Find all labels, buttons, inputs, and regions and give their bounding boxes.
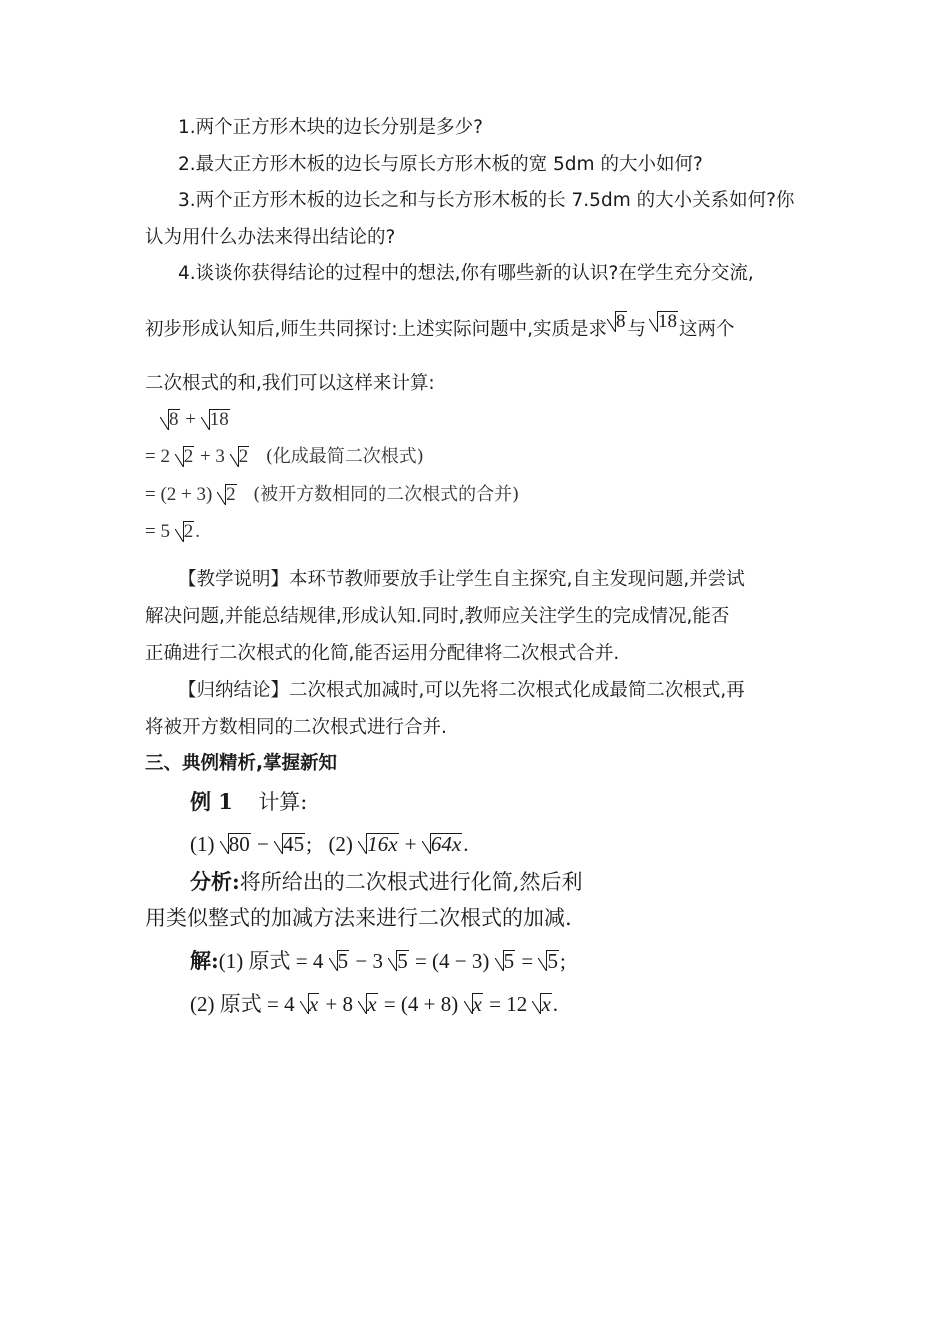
- sqrt-x-radical: x: [358, 992, 376, 1016]
- question-4-line-1: 4.谈谈你获得结论的过程中的想法,你有哪些新的认识?在学生充分交流,: [178, 263, 754, 284]
- sqrt-16x-radical: 16x: [358, 832, 397, 856]
- step1-prefix: = 2: [145, 446, 170, 467]
- teaching-note-line-3: 正确进行二次根式的化简,能否运用分配律将二次根式合并.: [145, 643, 620, 664]
- example-instruction: 计算:: [258, 790, 308, 814]
- sqrt-2-radical: 2: [175, 445, 194, 469]
- sqrt-18-radical: 18: [201, 408, 229, 432]
- analysis-label: 分析:: [190, 869, 240, 894]
- calc-step-2: [145, 483, 810, 507]
- calc-step-3: [145, 520, 810, 544]
- question-2: 2.最大正方形木板的边长与原长方形木板的宽 5dm 的大小如何?: [178, 154, 703, 175]
- analysis-line-2: 用类似整式的加减方法来进行二次根式的加减.: [145, 906, 572, 930]
- s2-prefix: (2) 原式 = 4: [190, 992, 295, 1016]
- sqrt-8-radical: 8: [160, 408, 179, 432]
- sqrt-80-radical: 80: [220, 832, 250, 856]
- sqrt-18-radical: 18: [649, 310, 677, 334]
- step3-prefix: = 5: [145, 521, 170, 542]
- solution-line-2: [190, 992, 855, 1016]
- s2-end: .: [552, 992, 559, 1016]
- question-1: 1.两个正方形木块的边长分别是多少?: [178, 117, 483, 138]
- question-3-line-1: 3.两个正方形木板的边长之和与长方形木板的长 7.5dm 的大小关系如何?你: [178, 190, 795, 211]
- plus-operator: +: [404, 832, 417, 856]
- step1-mid: + 3: [199, 446, 225, 467]
- sqrt-5-radical: 5: [388, 949, 408, 973]
- step3-period: .: [195, 521, 200, 542]
- part-2-label: (2): [328, 832, 353, 856]
- analysis-line-1: [190, 870, 855, 894]
- solution-line-1: [190, 949, 855, 973]
- step2-note: (被开方数相同的二次根式的合并): [253, 484, 520, 505]
- sqrt-64x-radical: 64x: [422, 832, 461, 856]
- step2-prefix: = (2 + 3): [145, 484, 213, 505]
- question-3-line-2: 认为用什么办法来得出结论的?: [145, 227, 396, 248]
- s1-mid-1: − 3: [355, 949, 383, 973]
- sqrt-x-radical: x: [464, 992, 482, 1016]
- s1-mid-2: = (4 − 3): [414, 949, 490, 973]
- sqrt-x-radical: x: [532, 992, 550, 1016]
- sqrt-5-radical: 5: [329, 949, 349, 973]
- sqrt-8-radical: 8: [607, 310, 626, 334]
- sqrt-45-radical: 45: [274, 832, 304, 856]
- s2-mid-1: + 8: [325, 992, 354, 1016]
- question-4-line-2: [145, 311, 810, 342]
- question-4-line-3: 二次根式的和,我们可以这样来计算:: [145, 373, 435, 394]
- s2-mid-2: = (4 + 8): [383, 992, 459, 1016]
- q4-text-b: 这两个: [679, 319, 735, 340]
- teaching-note-line-1: 【教学说明】本环节教师要放手让学生自主探究,自主发现问题,并尝试: [178, 569, 745, 590]
- calc-step-0: [160, 408, 825, 432]
- solution-label: 解:: [190, 948, 219, 973]
- s2-mid-3: = 12: [489, 992, 528, 1016]
- calc-step-1: [145, 445, 810, 469]
- problem-period: .: [463, 832, 469, 856]
- conclusion-line-2: 将被开方数相同的二次根式进行合并.: [145, 717, 447, 738]
- s1-prefix: (1) 原式 = 4: [218, 949, 324, 973]
- analysis-text-1: 将所给出的二次根式进行化简,然后利: [239, 870, 583, 894]
- example-label: 例 1: [190, 789, 233, 814]
- part-separator: ;: [306, 832, 312, 856]
- example-1-problems: [190, 832, 855, 856]
- section-heading: 三、典例精析,掌握新知: [145, 753, 338, 774]
- sqrt-5-radical: 5: [495, 949, 515, 973]
- s1-end: ;: [559, 949, 566, 973]
- sqrt-x-radical: x: [300, 992, 318, 1016]
- conclusion-line-1: 【归纳结论】二次根式加减时,可以先将二次根式化成最简二次根式,再: [178, 680, 745, 701]
- teaching-note-line-2: 解决问题,并能总结规律,形成认知.同时,教师应关注学生的完成情况,能否: [145, 606, 730, 627]
- step1-note: (化成最简二次根式): [265, 446, 424, 467]
- q4-text-a: 初步形成认知后,师生共同探讨:上述实际问题中,实质是求: [145, 319, 607, 340]
- example-1-title: [190, 790, 855, 814]
- plus-operator: +: [185, 409, 196, 430]
- sqrt-5-radical: 5: [538, 949, 558, 973]
- sqrt-2-radical: 2: [230, 445, 249, 469]
- part-1-label: (1): [190, 832, 215, 856]
- s1-mid-3: =: [521, 949, 534, 973]
- minus-operator: −: [257, 832, 269, 856]
- sqrt-2-radical: 2: [217, 483, 236, 507]
- sqrt-2-radical: 2: [175, 520, 194, 544]
- q4-text-mid: 与: [627, 319, 647, 340]
